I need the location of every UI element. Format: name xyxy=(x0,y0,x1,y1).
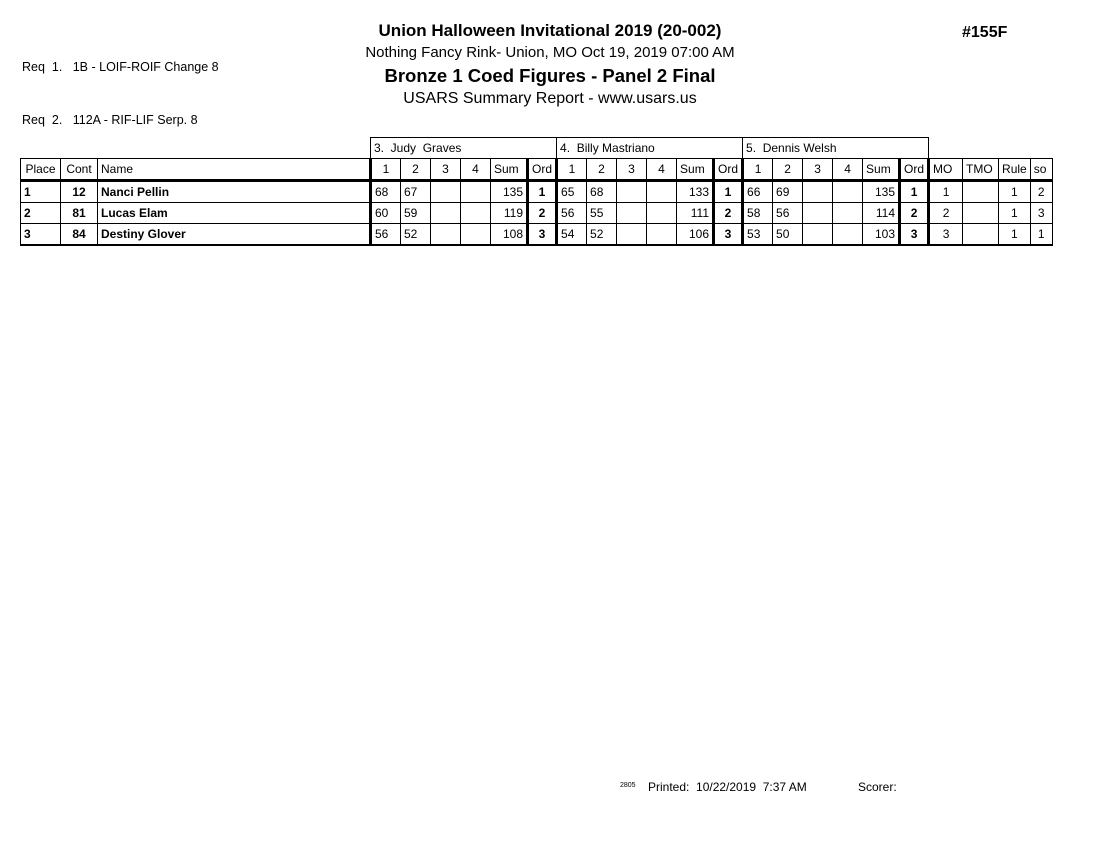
score-cell xyxy=(431,203,461,224)
header-cell-judge1-3: 3 xyxy=(431,159,461,181)
score-cell: 55 xyxy=(587,203,617,224)
score-cell: 54 xyxy=(557,224,587,246)
score-cell xyxy=(803,181,833,203)
header-cell-judge1-sum: Sum xyxy=(491,159,528,181)
header-cell-rule: Rule xyxy=(999,159,1031,181)
rule-cell: 1 xyxy=(999,203,1031,224)
rule-cell: 1 xyxy=(999,181,1031,203)
place-cell: 2 xyxy=(21,203,61,224)
sum-cell: 119 xyxy=(491,203,528,224)
score-cell xyxy=(461,224,491,246)
judge-header-spacer-left xyxy=(21,138,371,159)
judge-header-spacer-right xyxy=(929,138,1053,159)
score-cell xyxy=(833,181,863,203)
score-cell xyxy=(647,224,677,246)
scorer-label: Scorer: xyxy=(858,780,897,794)
report-header xyxy=(0,21,1100,109)
header-cell-judge2-2: 2 xyxy=(587,159,617,181)
header-cell-cont: Cont xyxy=(61,159,98,181)
score-cell: 69 xyxy=(773,181,803,203)
ord-cell: 2 xyxy=(714,203,743,224)
score-cell xyxy=(833,224,863,246)
sum-cell: 108 xyxy=(491,224,528,246)
score-cell: 50 xyxy=(773,224,803,246)
cont-cell: 81 xyxy=(61,203,98,224)
ord-cell: 1 xyxy=(900,181,929,203)
sum-cell: 135 xyxy=(863,181,900,203)
so-cell: 1 xyxy=(1030,224,1052,246)
header-cell-judge1-1: 1 xyxy=(371,159,401,181)
sum-cell: 103 xyxy=(863,224,900,246)
judge-name-cell-1: 3. Judy Graves xyxy=(371,138,557,159)
printed-timestamp: Printed: 10/22/2019 7:37 AM xyxy=(648,780,807,794)
event-title: Union Halloween Invitational 2019 (20-002) xyxy=(378,21,722,40)
version-number: 2805 xyxy=(620,782,636,789)
ord-cell: 3 xyxy=(528,224,557,246)
score-cell xyxy=(461,181,491,203)
sum-cell: 135 xyxy=(491,181,528,203)
mo-cell: 2 xyxy=(929,203,963,224)
results-table-wrapper xyxy=(20,137,1053,246)
ord-cell: 3 xyxy=(714,224,743,246)
requirement-line-1: Req 1. 1B - LOIF-ROIF Change 8 xyxy=(22,60,219,74)
name-cell: Lucas Elam xyxy=(98,203,371,224)
sum-cell: 114 xyxy=(863,203,900,224)
header-cell-judge2-1: 1 xyxy=(557,159,587,181)
cont-cell: 12 xyxy=(61,181,98,203)
score-cell xyxy=(461,203,491,224)
score-cell xyxy=(803,224,833,246)
score-cell: 59 xyxy=(401,203,431,224)
score-cell: 68 xyxy=(371,181,401,203)
score-cell xyxy=(431,181,461,203)
mo-cell: 3 xyxy=(929,224,963,246)
cont-cell: 84 xyxy=(61,224,98,246)
so-cell: 3 xyxy=(1030,203,1052,224)
judge-name-cell-2: 4. Billy Mastriano xyxy=(557,138,743,159)
score-cell xyxy=(617,224,647,246)
score-cell: 60 xyxy=(371,203,401,224)
header-cell-judge3-sum: Sum xyxy=(863,159,900,181)
sum-cell: 133 xyxy=(677,181,714,203)
report-type: USARS Summary Report - www.usars.us xyxy=(403,90,697,107)
ord-cell: 1 xyxy=(528,181,557,203)
score-cell: 56 xyxy=(557,203,587,224)
score-cell xyxy=(647,181,677,203)
score-cell: 67 xyxy=(401,181,431,203)
so-cell: 2 xyxy=(1030,181,1052,203)
header-cell-judge2-4: 4 xyxy=(647,159,677,181)
header-cell-judge2-3: 3 xyxy=(617,159,647,181)
judge-name-cell-3: 5. Dennis Welsh xyxy=(743,138,929,159)
place-cell: 1 xyxy=(21,181,61,203)
score-cell xyxy=(647,203,677,224)
score-cell: 56 xyxy=(773,203,803,224)
score-cell xyxy=(431,224,461,246)
tmo-cell xyxy=(963,181,999,203)
score-cell: 68 xyxy=(587,181,617,203)
score-table xyxy=(20,137,1053,246)
header-cell-judge3-3: 3 xyxy=(803,159,833,181)
place-cell: 3 xyxy=(21,224,61,246)
header-cell-tmo: TMO xyxy=(963,159,999,181)
ord-cell: 3 xyxy=(900,224,929,246)
header-cell-mo: MO xyxy=(929,159,963,181)
header-cell-judge3-2: 2 xyxy=(773,159,803,181)
score-cell xyxy=(617,181,647,203)
score-cell xyxy=(803,203,833,224)
header-cell-judge2-ord: Ord xyxy=(714,159,743,181)
score-cell: 52 xyxy=(587,224,617,246)
mo-cell: 1 xyxy=(929,181,963,203)
ord-cell: 2 xyxy=(528,203,557,224)
score-cell: 66 xyxy=(743,181,773,203)
ord-cell: 1 xyxy=(714,181,743,203)
score-cell: 65 xyxy=(557,181,587,203)
score-cell: 56 xyxy=(371,224,401,246)
name-cell: Nanci Pellin xyxy=(98,181,371,203)
event-number: #155F xyxy=(962,24,1008,41)
tmo-cell xyxy=(963,224,999,246)
sum-cell: 111 xyxy=(677,203,714,224)
header-cell-judge1-ord: Ord xyxy=(528,159,557,181)
score-cell xyxy=(617,203,647,224)
header-cell-judge3-ord: Ord xyxy=(900,159,929,181)
event-name: Bronze 1 Coed Figures - Panel 2 Final xyxy=(384,65,716,86)
header-cell-judge1-2: 2 xyxy=(401,159,431,181)
header-cell-judge3-4: 4 xyxy=(833,159,863,181)
header-cell-place: Place xyxy=(21,159,61,181)
score-cell: 53 xyxy=(743,224,773,246)
score-cell: 58 xyxy=(743,203,773,224)
requirement-line-2: Req 2. 112A - RIF-LIF Serp. 8 xyxy=(22,112,198,127)
ord-cell: 2 xyxy=(900,203,929,224)
header-cell-name: Name xyxy=(98,159,371,181)
name-cell: Destiny Glover xyxy=(98,224,371,246)
header-cell-judge2-sum: Sum xyxy=(677,159,714,181)
header-cell-so: so xyxy=(1030,159,1052,181)
venue-line: Nothing Fancy Rink- Union, MO Oct 19, 2019 07:00 AM xyxy=(365,44,735,61)
score-cell: 52 xyxy=(401,224,431,246)
rule-cell: 1 xyxy=(999,224,1031,246)
score-cell xyxy=(833,203,863,224)
sum-cell: 106 xyxy=(677,224,714,246)
header-cell-judge1-4: 4 xyxy=(461,159,491,181)
header-cell-judge3-1: 1 xyxy=(743,159,773,181)
tmo-cell xyxy=(963,203,999,224)
